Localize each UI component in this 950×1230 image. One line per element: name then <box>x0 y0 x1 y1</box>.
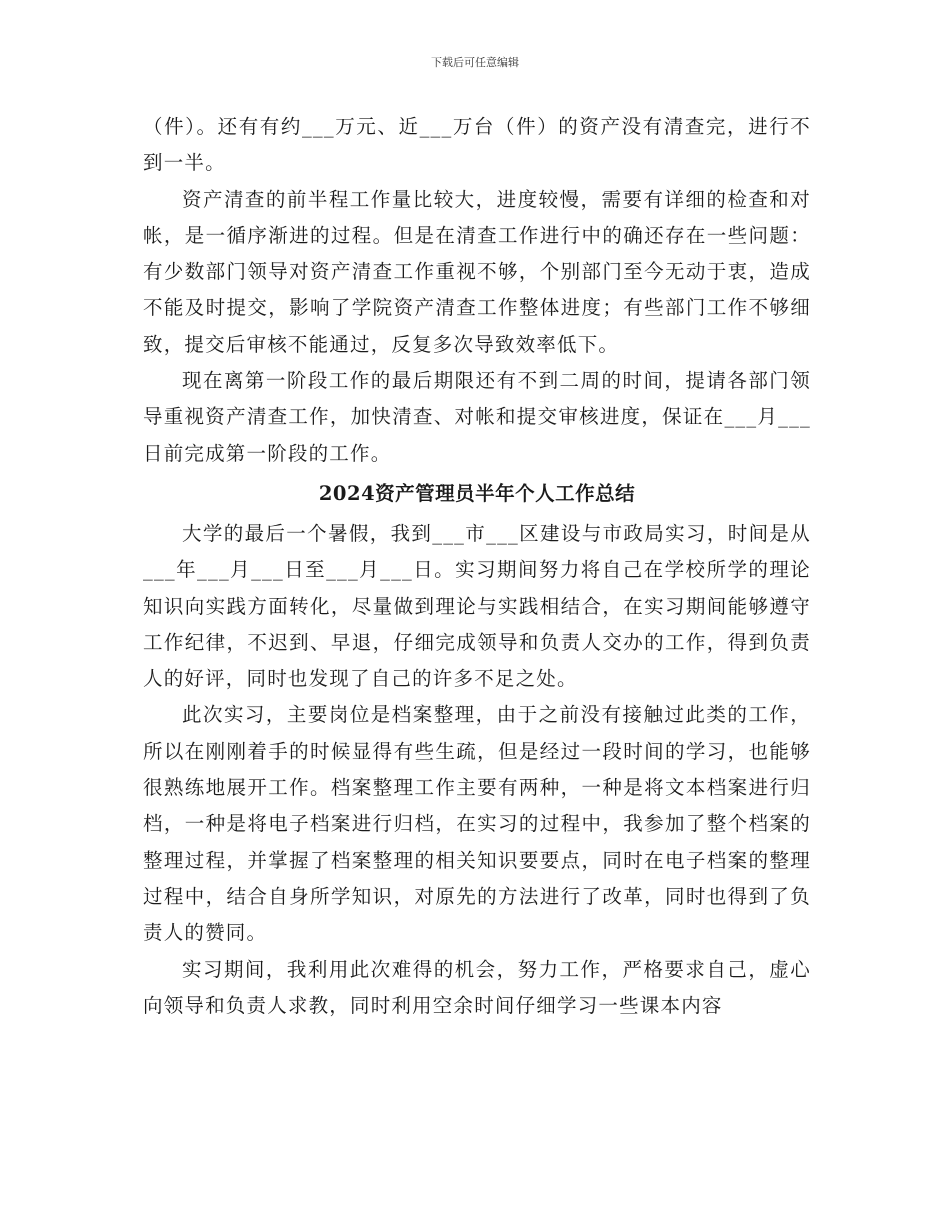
paragraph-continued: （件）。还有有约___万元、近___万台（件）的资产没有清查完，进行不到一半。 <box>143 115 811 175</box>
paragraph: 大学的最后一个暑假，我到___市___区建设与市政局实习，时间是从___年___月___日至___月___日。实习期间努力将自己在学校所学的理论知识向实践方面转化，尽量做到理论与实践相结合，在实习期间能够遵守工作纪律，不迟到、早退，仔细完成领导和负责人交办的工作，得到负责人的好评，同时也发现了自己的许多不足之处。 <box>143 521 811 691</box>
section-title: 2024资产管理员半年个人工作总结 <box>318 481 636 505</box>
document-body <box>143 109 811 1024</box>
paragraph: 现在离第一阶段工作的最后期限还有不到二周的时间，提请各部门领导重视资产清查工作，加快清查、对帐和提交审核进度，保证在___月___日前完成第一阶段的工作。 <box>143 369 811 465</box>
paragraph: 此次实习，主要岗位是档案整理，由于之前没有接触过此类的工作，所以在刚刚着手的时候显得有些生疏，但是经过一段时间的学习，也能够很熟练地展开工作。档案整理工作主要有两种，一种是将文本档案进行归档，一种是将电子档案进行归档，在实习的过程中，我参加了整个档案的整理过程，并掌握了档案整理的相关知识要要点，同时在电子档案的整理过程中，结合自身所学知识，对原先的方法进行了改革，同时也得到了负责人的赞同。 <box>143 703 811 945</box>
paragraph: 资产清查的前半程工作量比较大，进度较慢，需要有详细的检查和对帐，是一循序渐进的过程。但是在清查工作进行中的确还存在一些问题：有少数部门领导对资产清查工作重视不够，个别部门至今无动于衷，造成不能及时提交，影响了学院资产清查工作整体进度；有些部门工作不够细致，提交后审核不能通过，反复多次导致效率低下。 <box>143 187 811 356</box>
paragraph: 实习期间，我利用此次难得的机会，努力工作，严格要求自己，虚心向领导和负责人求教，同时利用空余时间仔细学习一些课本内容 <box>143 957 811 1017</box>
header-note: 下载后可任意编辑 <box>431 56 519 69</box>
